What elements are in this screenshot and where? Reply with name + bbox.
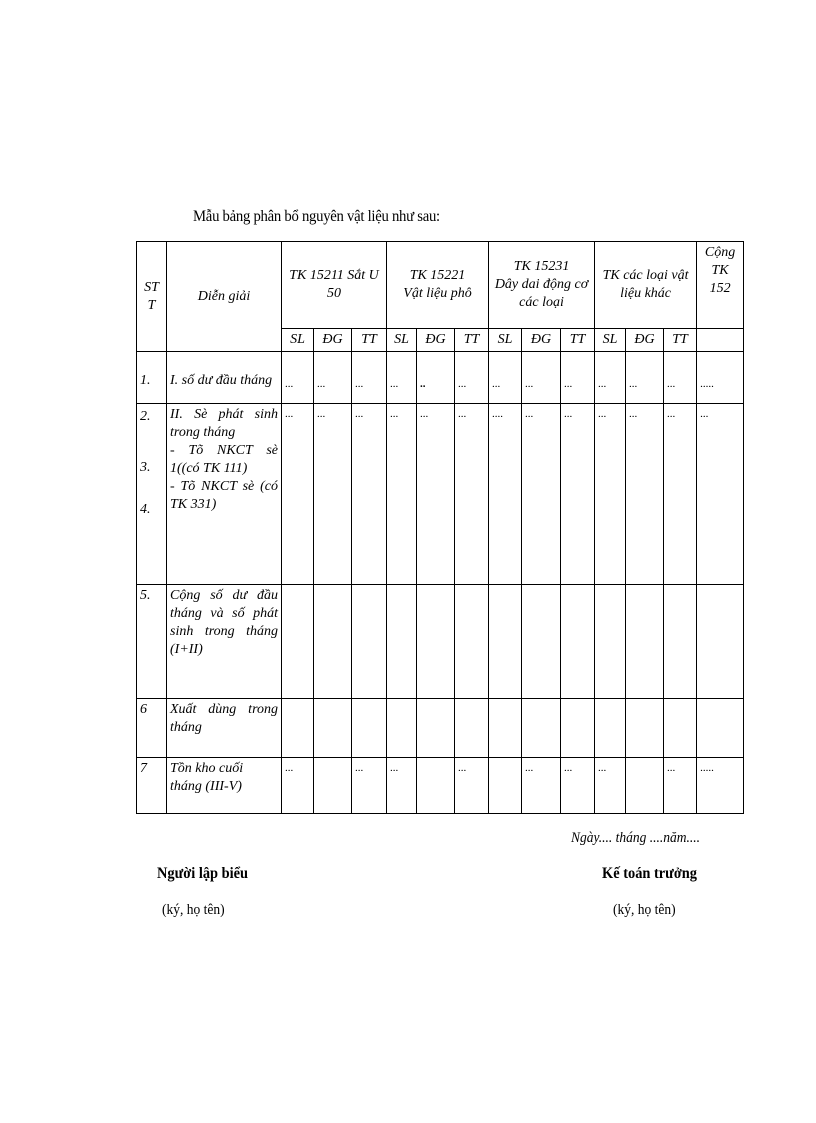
cell-value: ... — [626, 352, 664, 404]
header-tk15231-name: Dây dai động cơ các loại — [494, 277, 589, 310]
cell-value: ... — [387, 404, 417, 585]
cell-value: ... — [561, 352, 595, 404]
row-description: Xuất dùng trong tháng — [167, 699, 282, 758]
cell-value: ... — [561, 404, 595, 585]
col-sl: SL — [387, 329, 417, 352]
table-row — [137, 352, 744, 404]
cell-value: ... — [664, 758, 697, 814]
header-tk15231-code: TK 15231 — [513, 259, 570, 274]
cell-value: ... — [522, 404, 561, 585]
header-tk15221-name: Vật liệu phô — [403, 286, 472, 301]
row-number: 1. — [137, 352, 167, 404]
cell-value: ... — [387, 758, 417, 814]
cell-value: ... — [352, 404, 387, 585]
cell-value: ... — [417, 404, 455, 585]
cell-value: ... — [697, 404, 744, 585]
cell-value: ... — [522, 352, 561, 404]
cell-value: ... — [314, 352, 352, 404]
col-tt: TT — [455, 329, 489, 352]
row-description: Tồn kho cuối tháng (III-V) — [167, 758, 282, 814]
col-tt: TT — [664, 329, 697, 352]
table-row — [137, 404, 744, 585]
col-total-empty — [697, 329, 744, 352]
col-dg: ĐG — [314, 329, 352, 352]
cell-value: ... — [595, 758, 626, 814]
row-number: 6 — [137, 699, 167, 758]
col-sl: SL — [282, 329, 314, 352]
table-row — [137, 758, 744, 814]
desc-line: II. Sè phát sinh trong tháng — [170, 407, 278, 440]
cell-value: ... — [314, 404, 352, 585]
col-dg: ĐG — [626, 329, 664, 352]
cell-value: ..... — [697, 352, 744, 404]
desc-line: - Tõ NKCT sè 1((có TK 111) — [170, 443, 278, 476]
header-stt: ST T — [137, 242, 167, 352]
cell-value: ... — [626, 404, 664, 585]
row-description — [167, 404, 282, 585]
allocation-table — [136, 241, 744, 814]
header-tk15221 — [387, 242, 489, 329]
date-line: Ngày.... tháng ....năm.... — [571, 830, 701, 846]
table-row — [137, 699, 744, 758]
cell-value: ... — [455, 758, 489, 814]
cell-value: ... — [352, 758, 387, 814]
cell-value: ... — [664, 404, 697, 585]
cell-value: .. — [417, 352, 455, 404]
row-number: 5. — [137, 585, 167, 699]
chief-accountant-note: (ký, họ tên) — [613, 902, 676, 918]
row-description: Cộng số dư đầu tháng và số phát sinh trong tháng (I+II) — [167, 585, 282, 699]
cell-value: ... — [387, 352, 417, 404]
chief-accountant-title: Kế toán trưởng — [602, 865, 698, 882]
header-tk15211: TK 15211 Sắt U 50 — [282, 242, 387, 329]
preparer-title: Người lập biểu — [157, 865, 249, 882]
row-number: 7 — [137, 758, 167, 814]
cell-value: ... — [455, 404, 489, 585]
col-sl: SL — [489, 329, 522, 352]
row-number: 3. — [140, 460, 151, 475]
col-sl: SL — [595, 329, 626, 352]
col-tt: TT — [352, 329, 387, 352]
row-numbers — [137, 404, 167, 585]
cell-value: ... — [664, 352, 697, 404]
header-description: Diễn giải — [167, 242, 282, 352]
table-caption: Mẫu bảng phân bổ nguyên vật liệu như sau: — [193, 208, 440, 225]
header-tk15231 — [489, 242, 595, 329]
row-description: I. số dư đầu tháng — [167, 352, 282, 404]
col-dg: ĐG — [417, 329, 455, 352]
preparer-note: (ký, họ tên) — [162, 902, 225, 918]
cell-value: ... — [522, 758, 561, 814]
cell-value: ... — [282, 758, 314, 814]
desc-line: - Tõ NKCT sè (có TK 331) — [170, 479, 278, 512]
header-tk15221-code: TK 15221 — [409, 268, 466, 283]
cell-value: .... — [489, 404, 522, 585]
row-number: 2. — [140, 409, 151, 424]
cell-value: ... — [595, 404, 626, 585]
col-tt: TT — [561, 329, 595, 352]
cell-value: ... — [282, 404, 314, 585]
row-number: 4. — [140, 502, 151, 517]
header-other-accounts: TK các loại vật liệu khác — [595, 242, 697, 329]
cell-value: ... — [489, 352, 522, 404]
cell-value: ..... — [697, 758, 744, 814]
header-total: Cộng TK 152 — [697, 242, 744, 329]
cell-value: ... — [561, 758, 595, 814]
cell-value: ... — [455, 352, 489, 404]
cell-value: ... — [282, 352, 314, 404]
table-row — [137, 585, 744, 699]
cell-value: ... — [595, 352, 626, 404]
header-row — [137, 242, 744, 329]
col-dg: ĐG — [522, 329, 561, 352]
cell-value: ... — [352, 352, 387, 404]
